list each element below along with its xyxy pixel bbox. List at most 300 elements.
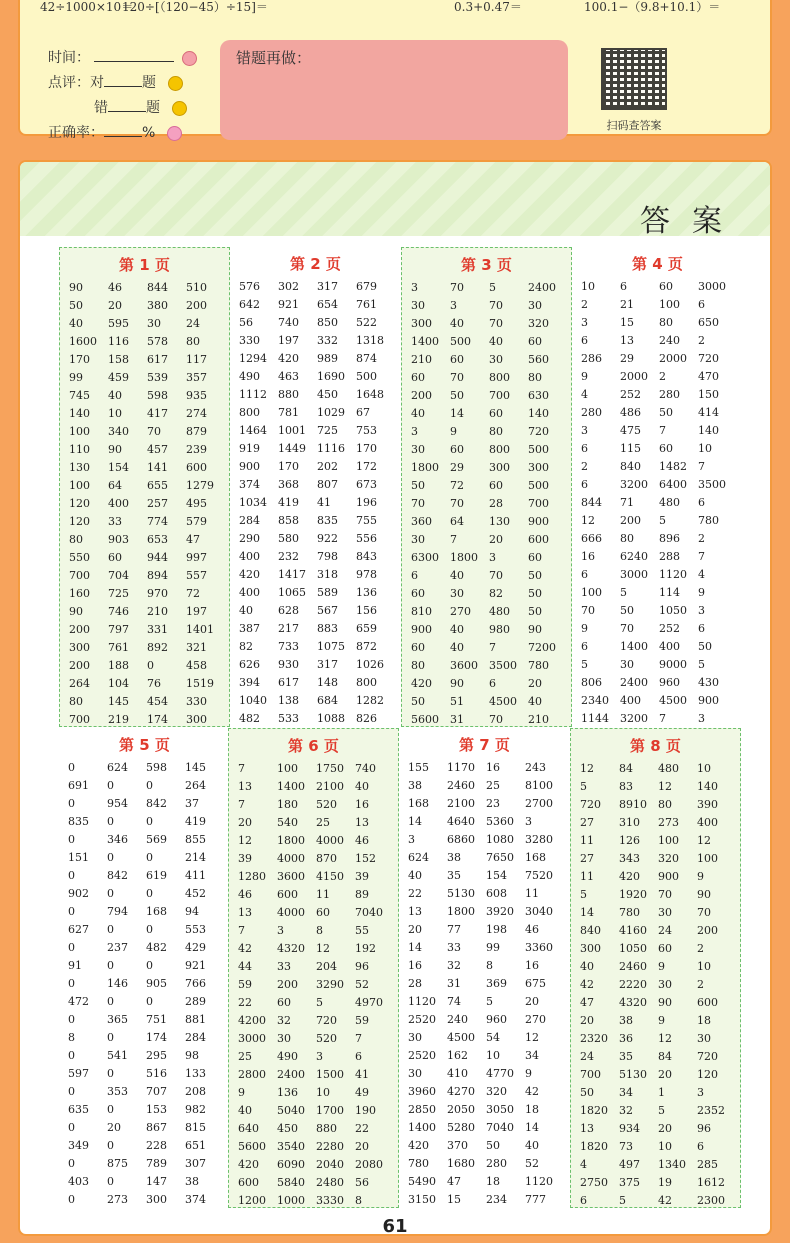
answer-cell: 204 [316,959,337,973]
answer-cell: 60 [316,905,330,919]
answer-row [580,1191,736,1209]
answer-cell: 240 [659,333,680,347]
answer-cell: 120 [697,1067,718,1081]
answer-cell: 82 [489,586,503,600]
answer-cell: 553 [185,922,206,936]
accuracy-blank[interactable] [104,122,142,137]
answer-cell: 16 [525,958,539,972]
answer-cell: 12 [658,1031,672,1045]
answer-cell: 420 [239,567,260,581]
answer-row [581,529,737,547]
answer-cell: 29 [450,460,464,474]
answer-cell: 10 [316,1085,330,1099]
answer-cell: 20 [408,922,422,936]
answer-cell: 930 [278,657,299,671]
answer-cell: 880 [316,1121,337,1135]
answer-cell: 59 [238,977,252,991]
answer-cell: 40 [355,779,369,793]
qr-code-icon [601,48,667,110]
answer-cell: 3150 [408,1192,436,1206]
answer-cell: 394 [239,675,260,689]
answer-row [239,637,395,655]
answer-cell: 560 [528,352,549,366]
answer-cell: 0 [146,850,153,864]
answer-cell: 46 [108,280,122,294]
answer-row [68,1154,224,1172]
answer-cell: 300 [146,1192,167,1206]
answer-cell: 5 [316,995,323,1009]
answer-row [239,313,395,331]
answer-cell: 100 [69,424,90,438]
answer-cell: 98 [185,1048,199,1062]
answer-row [68,920,224,938]
answer-cell: 50 [698,639,712,653]
answer-cell: 130 [489,514,510,528]
answer-row [581,385,737,403]
answer-row [580,1119,736,1137]
answer-cell: 390 [697,797,718,811]
answer-cell: 11 [580,869,594,883]
answer-cell: 1690 [317,369,345,383]
answer-cell: 0 [146,994,153,1008]
answer-row [408,1100,564,1118]
answer-cell: 858 [278,513,299,527]
qr-code[interactable] [596,48,672,138]
answer-cell: 237 [107,940,128,954]
answer-cell: 1318 [356,333,384,347]
answer-cell: 659 [356,621,377,635]
answer-cell: 7 [238,797,245,811]
answer-cell: 1116 [317,441,345,455]
answer-cell: 59 [355,1013,369,1027]
topic-label-1: 题 [142,75,156,91]
pig-face-icon [182,51,197,66]
answer-cell: 50 [620,603,634,617]
answer-cell: 170 [278,459,299,473]
answer-cell: 463 [278,369,299,383]
answer-cell: 919 [239,441,260,455]
answer-cell: 0 [107,1138,114,1152]
answer-cell: 370 [447,1138,468,1152]
answer-row [68,1010,224,1028]
answer-cell: 148 [317,675,338,689]
answer-cell: 318 [317,567,338,581]
answer-cell: 900 [698,693,719,707]
block-title: 第 6 页 [288,737,339,755]
answer-row [580,957,736,975]
answer-cell: 300 [69,640,90,654]
answer-cell: 274 [186,406,207,420]
answer-cell: 557 [186,568,207,582]
answer-cell: 3 [408,832,415,846]
answer-cell: 14 [408,940,422,954]
answer-cell: 217 [278,621,299,635]
answer-row [581,673,737,691]
answer-row [408,974,564,992]
answer-cell: 870 [316,851,337,865]
answer-cell: 120 [69,496,90,510]
answer-cell: 934 [619,1121,640,1135]
answer-cell: 761 [356,297,377,311]
answer-cell: 1120 [408,994,436,1008]
answer-cell: 894 [147,568,168,582]
answer-cell: 4000 [277,905,305,919]
answer-cell: 781 [278,405,299,419]
answer-cell: 1482 [659,459,687,473]
answer-cell: 270 [525,1012,546,1026]
answer-cell: 480 [659,495,680,509]
answer-cell: 450 [317,387,338,401]
answer-cell: 420 [619,869,640,883]
answer-row [238,957,394,975]
answer-cell: 197 [186,604,207,618]
answer-cell: 1088 [317,711,345,725]
answer-row [68,992,224,1010]
answer-cell: 684 [317,693,338,707]
answer-cell: 284 [185,1030,206,1044]
answer-cell: 1519 [186,676,214,690]
answer-cell: 200 [411,388,432,402]
answer-cell: 780 [408,1156,429,1170]
wrong-blank[interactable] [108,97,146,112]
answer-cell: 368 [278,477,299,491]
answer-cell: 3920 [486,904,514,918]
answer-cell: 200 [697,923,718,937]
answer-cell: 71 [620,495,634,509]
answer-cell: 3000 [698,279,726,293]
answer-cell: 580 [278,531,299,545]
answer-row [239,385,395,403]
answer-cell: 628 [278,603,299,617]
answer-cell: 151 [68,850,89,864]
answer-cell: 4500 [489,694,517,708]
answer-cell: 10 [108,406,122,420]
answer-table [69,278,225,728]
answer-cell: 902 [68,886,89,900]
answer-cell: 380 [147,298,168,312]
answer-cell: 70 [489,568,503,582]
answer-row [68,1172,224,1190]
answer-cell: 691 [68,778,89,792]
answer-row [411,296,567,314]
answer-cell: 300 [580,941,601,955]
answer-cell: 11 [316,887,330,901]
answer-cell: 100 [581,585,602,599]
answer-cell: 400 [697,815,718,829]
answer-cell: 935 [186,388,207,402]
answer-cell: 156 [356,603,377,617]
answer-cell: 300 [528,460,549,474]
answer-row [68,938,224,956]
answer-cell: 5 [486,994,493,1008]
answer-cell: 0 [68,1084,75,1098]
answer-cell: 13 [238,905,252,919]
answer-row [580,867,736,885]
answer-row [69,458,225,476]
answer-cell: 295 [146,1048,167,1062]
answer-cell: 290 [239,531,260,545]
answer-row [69,314,225,332]
answer-cell: 94 [185,904,199,918]
answer-cell: 32 [277,1013,291,1027]
answer-cell: 285 [697,1157,718,1171]
answer-cell: 414 [698,405,719,419]
answer-row [238,1119,394,1137]
answer-cell: 40 [408,868,422,882]
answer-cell: 1680 [447,1156,475,1170]
answer-cell: 41 [355,1067,369,1081]
answer-cell: 921 [278,297,299,311]
answer-cell: 3960 [408,1084,436,1098]
answer-row [69,548,225,566]
answer-cell: 0 [68,1048,75,1062]
answer-cell: 1700 [316,1103,344,1117]
answer-cell: 619 [146,868,167,882]
answer-cell: 270 [450,604,471,618]
answer-cell: 6 [581,441,588,455]
answer-cell: 10 [697,761,711,775]
answer-cell: 3 [697,1085,704,1099]
answer-cell: 989 [317,351,338,365]
answer-cell: 0 [68,1120,75,1134]
answer-cell: 2750 [580,1175,608,1189]
answer-row [68,1028,224,1046]
answer-row [580,939,736,957]
answer-cell: 1075 [317,639,345,653]
answer-cell: 35 [619,1049,633,1063]
answer-row [581,313,737,331]
answer-row [581,691,737,709]
answer-cell: 369 [486,976,507,990]
answer-row [408,1046,564,1064]
answer-cell: 60 [659,279,673,293]
answer-cell: 70 [697,905,711,919]
answer-cell: 539 [147,370,168,384]
answer-cell: 400 [239,549,260,563]
answer-cell: 1800 [277,833,305,847]
answer-cell: 6 [698,621,705,635]
answer-cell: 153 [146,1102,167,1116]
answer-cell: 510 [186,280,207,294]
answer-cell: 64 [108,478,122,492]
answer-cell: 5 [489,280,496,294]
answer-cell: 3 [411,424,418,438]
answer-row [68,902,224,920]
answer-cell: 136 [356,585,377,599]
answer-cell: 30 [658,977,672,991]
answer-cell: 202 [317,459,338,473]
answer-cell: 5 [658,1103,665,1117]
answer-cell: 840 [580,923,601,937]
topic-label-2: 题 [146,100,160,116]
answer-cell: 630 [528,388,549,402]
answer-cell: 569 [146,832,167,846]
answer-cell: 120 [69,514,90,528]
answer-cell: 6 [411,568,418,582]
answer-cell: 96 [355,959,369,973]
answer-row [408,848,564,866]
answer-row [581,637,737,655]
answer-cell: 40 [450,568,464,582]
answer-cell: 1040 [239,693,267,707]
answer-cell: 700 [489,388,510,402]
answer-cell: 200 [620,513,641,527]
answer-cell: 2800 [238,1067,266,1081]
answer-cell: 76 [147,676,161,690]
answer-cell: 4640 [447,814,475,828]
answer-cell: 9 [581,621,588,635]
answer-cell: 457 [147,442,168,456]
answer-row [580,795,736,813]
answer-cell: 60 [528,550,542,564]
answer-cell: 28 [489,496,503,510]
redo-label: 错题再做： [236,49,312,67]
answer-cell: 12 [658,779,672,793]
answer-cell: 597 [68,1066,89,1080]
answer-cell: 1050 [659,603,687,617]
answer-cell: 234 [486,1192,507,1206]
answer-cell: 80 [658,797,672,811]
answer-cell: 617 [278,675,299,689]
answer-row [408,1082,564,1100]
answer-cell: 3360 [525,940,553,954]
answer-row [580,921,736,939]
answer-cell: 12 [316,941,330,955]
answer-cell: 624 [408,850,429,864]
answer-cell: 600 [528,532,549,546]
redo-box[interactable] [220,40,568,140]
answer-cell: 490 [239,369,260,383]
answer-row [239,565,395,583]
answer-row [68,1136,224,1154]
answer-cell: 30 [489,352,503,366]
answer-cell: 126 [619,833,640,847]
answer-cell: 797 [108,622,129,636]
correct-blank[interactable] [104,72,142,87]
time-blank[interactable] [94,47,174,62]
answer-cell: 170 [356,441,377,455]
answer-cell: 1170 [447,760,475,774]
answer-cell: 0 [146,778,153,792]
answer-cell: 8 [355,1193,362,1207]
answer-cell: 589 [317,585,338,599]
answer-cell: 905 [146,976,167,990]
answer-cell: 700 [69,712,90,726]
answer-block-page-6 [228,728,399,1208]
answer-cell: 1500 [316,1067,344,1081]
answer-cell: 707 [146,1084,167,1098]
answer-cell: 411 [185,868,206,882]
answer-cell: 154 [486,868,507,882]
answer-cell: 7 [238,761,245,775]
answer-cell: 9 [238,1085,245,1099]
answer-cell: 180 [277,797,298,811]
answer-row [238,1137,394,1155]
answer-cell: 280 [486,1156,507,1170]
answer-cell: 6090 [277,1157,305,1171]
answer-cell: 766 [185,976,206,990]
answer-cell: 198 [486,922,507,936]
answer-cell: 24 [186,316,200,330]
answer-cell: 753 [356,423,377,437]
answer-cell: 815 [185,1120,206,1134]
answer-row [239,493,395,511]
answer-row [69,350,225,368]
answer-cell: 0 [68,832,75,846]
answer-cell: 626 [239,657,260,671]
answer-cell: 147 [146,1174,167,1188]
answer-cell: 4320 [619,995,647,1009]
answer-cell: 3000 [238,1031,266,1045]
answer-cell: 374 [185,1192,206,1206]
answer-cell: 32 [619,1103,633,1117]
answer-cell: 31 [447,976,461,990]
answer-cell: 40 [239,603,253,617]
smile-face-icon [168,76,183,91]
answer-cell: 751 [146,1012,167,1026]
answer-cell: 346 [107,832,128,846]
answer-cell: 70 [620,621,634,635]
answer-row [238,795,394,813]
answer-cell: 77 [447,922,461,936]
answer-cell: 264 [69,676,90,690]
answer-cell: 835 [68,814,89,828]
answer-row [411,386,567,404]
answer-cell: 170 [69,352,90,366]
answer-row [581,295,737,313]
answer-block-page-7 [399,728,570,1208]
block-title: 第 3 页 [461,256,512,274]
answer-cell: 146 [107,976,128,990]
answer-cell: 6400 [659,477,687,491]
answer-cell: 5130 [619,1067,647,1081]
answer-cell: 458 [186,658,207,672]
answer-row [581,619,737,637]
answer-table [580,759,736,1209]
answer-row [238,903,394,921]
answer-cell: 190 [355,1103,376,1117]
answer-cell: 30 [411,442,425,456]
answer-cell: 168 [408,796,429,810]
answer-row [69,620,225,638]
top-formulas-row [40,0,780,14]
answer-row [239,331,395,349]
answer-cell: 46 [238,887,252,901]
answer-cell: 60 [411,370,425,384]
answer-cell: 3050 [486,1102,514,1116]
answer-cell: 60 [450,352,464,366]
answer-cell: 16 [581,549,595,563]
answer-row [411,620,567,638]
answer-cell: 3 [450,298,457,312]
answer-cell: 196 [356,495,377,509]
answer-cell: 116 [108,334,129,348]
answer-cell: 0 [107,778,114,792]
answer-cell: 654 [317,297,338,311]
answer-cell: 160 [69,586,90,600]
answer-row [238,1155,394,1173]
answer-cell: 13 [580,1121,594,1135]
answer-cell: 567 [317,603,338,617]
answer-table [408,758,564,1208]
answer-cell: 30 [528,298,542,312]
answer-cell: 725 [317,423,338,437]
answer-cell: 4970 [355,995,383,1009]
answer-cell: 2352 [697,1103,725,1117]
answer-cell: 1340 [658,1157,686,1171]
answer-cell: 903 [108,532,129,546]
answer-cell: 55 [355,923,369,937]
